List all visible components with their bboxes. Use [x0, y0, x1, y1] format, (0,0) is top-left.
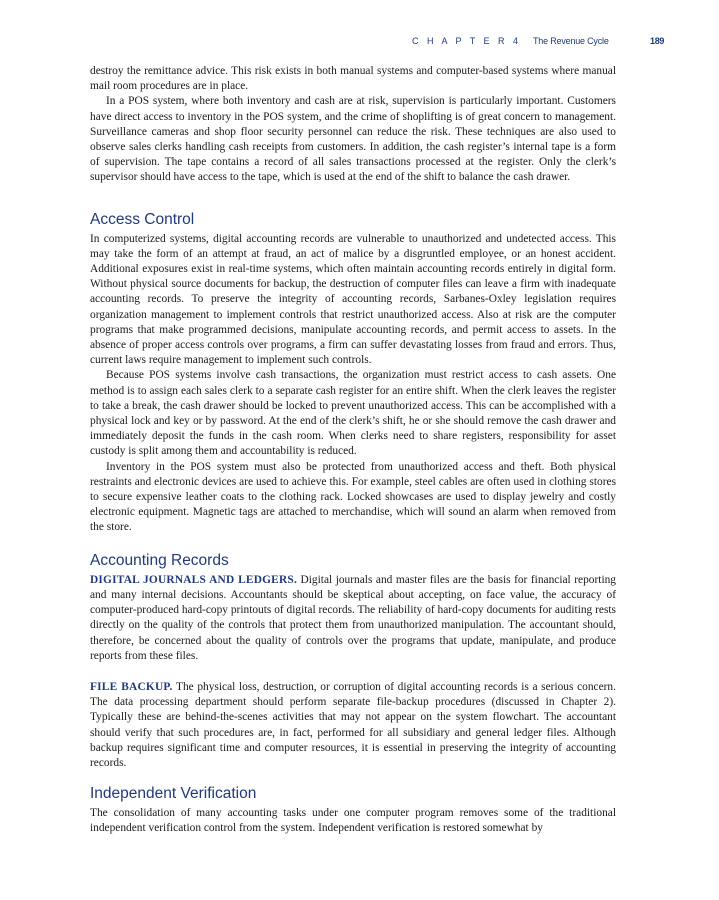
runin-digital-journals: DIGITAL JOURNALS AND LEDGERS. [90, 573, 297, 586]
paragraph-verification-1: The consolidation of many accounting tasks under one computer program removes some of the traditional independent verification control from the system. Independent verification is restored somewhat by [90, 807, 616, 835]
paragraph-digital-journals [90, 573, 616, 664]
paragraph-intro-1: destroy the remittance advice. This risk exists in both manual systems and computer-based systems where manual mail room procedures are in place. [90, 65, 616, 93]
running-header [0, 36, 719, 50]
chapter-title: The Revenue Cycle [533, 36, 609, 46]
file-backup-text: The physical loss, destruction, or corruption of digital accounting records is a serious concern. The data processing department should perform separate file-backup procedures (discussed in Chapter 2). Typically these are behind-the-scenes activities that may not appear on the system flowchart. The accountant should verify that such procedures are, in fact, performed for all subsidiary and general ledger files. Although backup requires significant time and computer resources, it is essential in preserving the integrity of accounting records. [90, 680, 616, 769]
paragraph-access-1: In computerized systems, digital accounting records are vulnerable to unauthorized and undetected access. This may take the form of an attempt at fraud, an act of malice by a disgruntled employee, or an honest accident. Additional exposures exist in real-time systems, which often maintain accounting records entirely in digital form. Without physical source documents for backup, the destruction of computer files can leave a firm with inadequate accounting records. To preserve the integrity of accounting records, Sarbanes-Oxley legislation requires organization management to implement controls that restrict unauthorized access. Also at risk are the computer programs that make programmed decisions, manipulate accounting records, and permit access to assets. In the absence of proper access controls over programs, a firm can suffer devastating losses from fraud and errors. Thus, current laws require management to implement such controls. [90, 232, 616, 367]
page-number: 189 [650, 36, 665, 46]
runin-file-backup: FILE BACKUP. [90, 680, 173, 693]
page-body [90, 64, 616, 837]
heading-accounting-records: Accounting Records [90, 551, 229, 569]
paragraph-intro-2: In a POS system, where both inventory and cash are at risk, supervision is particularly important. Customers have direct access to inventory in the POS system, and the crime of shoplifting is of great concern to management. Surveillance cameras and shop floor security personnel can reduce the risk. These techniques are also used to observe sales clerks handling cash receipts from customers. In addition, the cash register’s internal tape is a form of supervision. The tape contains a record of all sales transactions processed at the register. Only the clerk’s supervisor should have access to the tape, which is used at the end of the shift to balance the cash drawer. [90, 95, 616, 184]
chapter-label: C H A P T E R 4 [412, 36, 522, 46]
paragraph-file-backup [90, 680, 616, 771]
heading-access-control: Access Control [90, 210, 195, 228]
paragraph-access-3: Inventory in the POS system must also be protected from unauthorized access and theft. Both physical restraints and electronic devices are used to achieve this. For example, steel cables are often used in clothing stores to secure expensive leather coats to the clothing rack. Locked showcases are used to display jewelry and costly electronic equipment. Magnetic tags are attached to merchandise, which will sound an alarm when removed from the store. [90, 460, 616, 534]
paragraph-access-2: Because POS systems involve cash transactions, the organization must restrict access to cash assets. One method is to assign each sales clerk to a separate cash register for an entire shift. When the clerk leaves the register to take a break, the cash drawer should be locked to prevent unauthorized access. This can be accomplished with a physical lock and key or by password. At the end of the clerk’s shift, he or she should remove the cash drawer and immediately deposit the funds in the cash room. When clerks need to share registers, responsibility for asset custody is split among them and accountability is reduced. [90, 369, 616, 458]
digital-journals-text: Digital journals and master files are the basis for financial reporting and many internal decisions. Accountants should be skeptical about accepting, on face value, the accuracy of computer-produced hard-copy printouts of digital records. The reliability of hard-copy documents for auditing rests directly on the quality of the controls that protect them from unauthorized manipulation. The accountant should, therefore, be concerned about the quality of controls over the programs that update, manipulate, and produce reports from these files. [90, 573, 616, 662]
heading-independent-verification: Independent Verification [90, 785, 257, 803]
